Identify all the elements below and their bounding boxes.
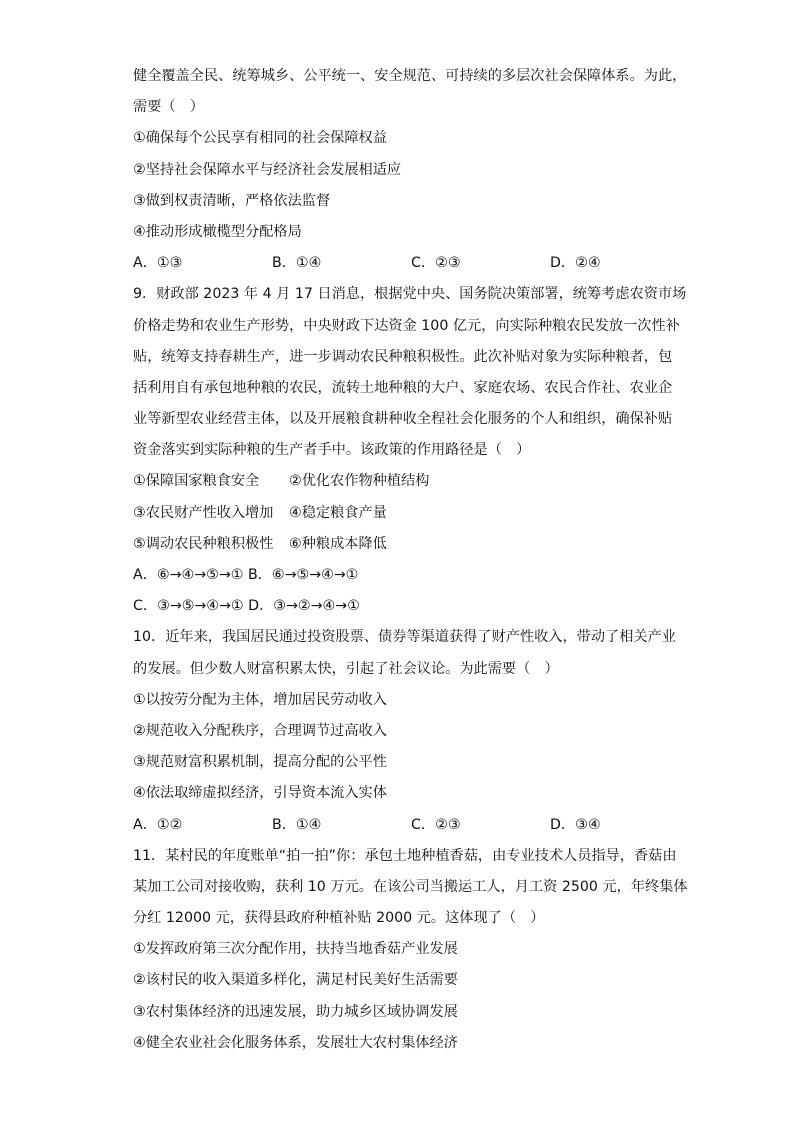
question-10-stem-line-1: 10．近年来，我国居民通过投资股票、债券等渠道获得了财产性收入，带动了相关产业 [133,629,676,646]
question-10-option-b: B．①④ [272,816,322,833]
question-10-item-1: ①以按劳分配为主体，增加居民劳动收入 [133,691,387,708]
question-9-item-3: ③农民财产性收入增加 [133,504,274,521]
question-9-item-1: ①保障国家粮食安全 [133,473,260,490]
question-11-item-2: ②该村民的收入渠道多样化，满足村民美好生活需要 [133,972,458,989]
question-11-item-3: ③农村集体经济的迅速发展，助力城乡区域协调发展 [133,1003,458,1020]
question-11-item-1: ①发挥政府第三次分配作用，扶持当地香菇产业发展 [133,941,458,958]
question-8-stem-line-1: 健全覆盖全民、统筹城乡、公平统一、安全规范、可持续的多层次社会保障体系。为此， [133,68,687,84]
question-9-stem-line-3: 贴，统筹支持春耕生产，进一步调动农民种粮积极性。此次补贴对象为实际种粮者，包 [133,348,673,365]
question-8-stem-line-2: 需要（ ） [133,99,204,116]
question-10-item-3: ③规范财富积累机制，提高分配的公平性 [133,754,387,771]
question-8-item-4: ④推动形成橄榄型分配格局 [133,223,302,240]
question-9-items-row-2 [133,498,694,529]
question-10 [133,622,694,840]
question-9-stem-line-4: 括利用自有承包地种粮的农民，流转土地种粮的大户、家庭农场、农民合作社、农业企 [133,379,673,396]
question-8-item-1: ①确保每个公民享有相同的社会保障权益 [133,130,387,147]
question-9 [133,279,694,622]
question-10-stem-line-2: 的发展。但少数人财富积累太快，引起了社会议论。为此需要（ ） [133,660,559,677]
question-8-option-a: A．①③ [133,255,183,272]
question-9-item-6: ⑥种粮成本降低 [289,535,387,552]
question-11-stem-line-2: 某加工公司对接收购，获利 10 万元。在该公司当搬运工人，月工资 2500 元，年终集体 [133,878,688,895]
question-10-option-d: D．③④ [550,816,601,833]
question-9-items-row-1 [133,466,694,497]
question-9-options-cd: C．③→⑤→④→① D．③→②→④→① [133,598,360,615]
question-10-item-4: ④依法取缔虚拟经济，引导资本流入实体 [133,785,387,802]
question-9-items-row-3 [133,529,694,560]
question-8-options [133,248,694,279]
question-10-options [133,810,694,841]
question-8-item-3: ③做到权责清晰，严格依法监督 [133,192,331,209]
question-11-item-4: ④健全农业社会化服务体系，发展壮大农村集体经济 [133,1034,458,1051]
question-8-option-d: D．②④ [550,255,601,272]
question-9-item-2: ②优化农作物种植结构 [289,473,430,490]
question-11 [133,841,694,1059]
question-9-stem-line-5: 业等新型农业经营主体，以及开展粮食耕种收全程社会化服务的个人和组织，确保补贴 [133,411,673,428]
question-10-item-2: ②规范收入分配秩序，合理调节过高收入 [133,722,387,739]
question-9-options-ab: A．⑥→④→⑤→① B．⑥→⑤→④→① [133,567,359,583]
question-11-stem-line-3: 分红 12000 元，获得县政府种植补贴 2000 元。这体现了（ ） [133,910,545,927]
question-8-option-c: C．②③ [411,255,461,272]
question-9-item-5: ⑤调动农民种粮积极性 [133,535,274,552]
question-9-item-4: ④稳定粮食产量 [289,504,387,521]
question-9-stem-line-6: 资金落实到实际种粮的生产者手中。该政策的作用路径是（ ） [133,442,531,459]
question-10-option-a: A．①② [133,816,183,833]
question-10-option-c: C．②③ [411,816,461,833]
question-8-option-b: B．①④ [272,255,322,272]
question-9-stem-line-2: 价格走势和农业生产形势，中央财政下达资金 100 亿元，向实际种粮农民发放一次性补 [133,317,680,334]
question-8 [133,61,694,279]
question-9-stem-line-1: 9．财政部 2023 年 4 月 17 日消息，根据党中央、国务院决策部署，统筹考虑农资市场 [133,286,687,303]
question-11-stem-line-1: 11．某村民的年度账单“拍一拍”你：承包土地种植香菇，由专业技术人员指导，香菇由 [133,847,677,864]
question-8-item-2: ②坚持社会保障水平与经济社会发展相适应 [133,161,402,178]
